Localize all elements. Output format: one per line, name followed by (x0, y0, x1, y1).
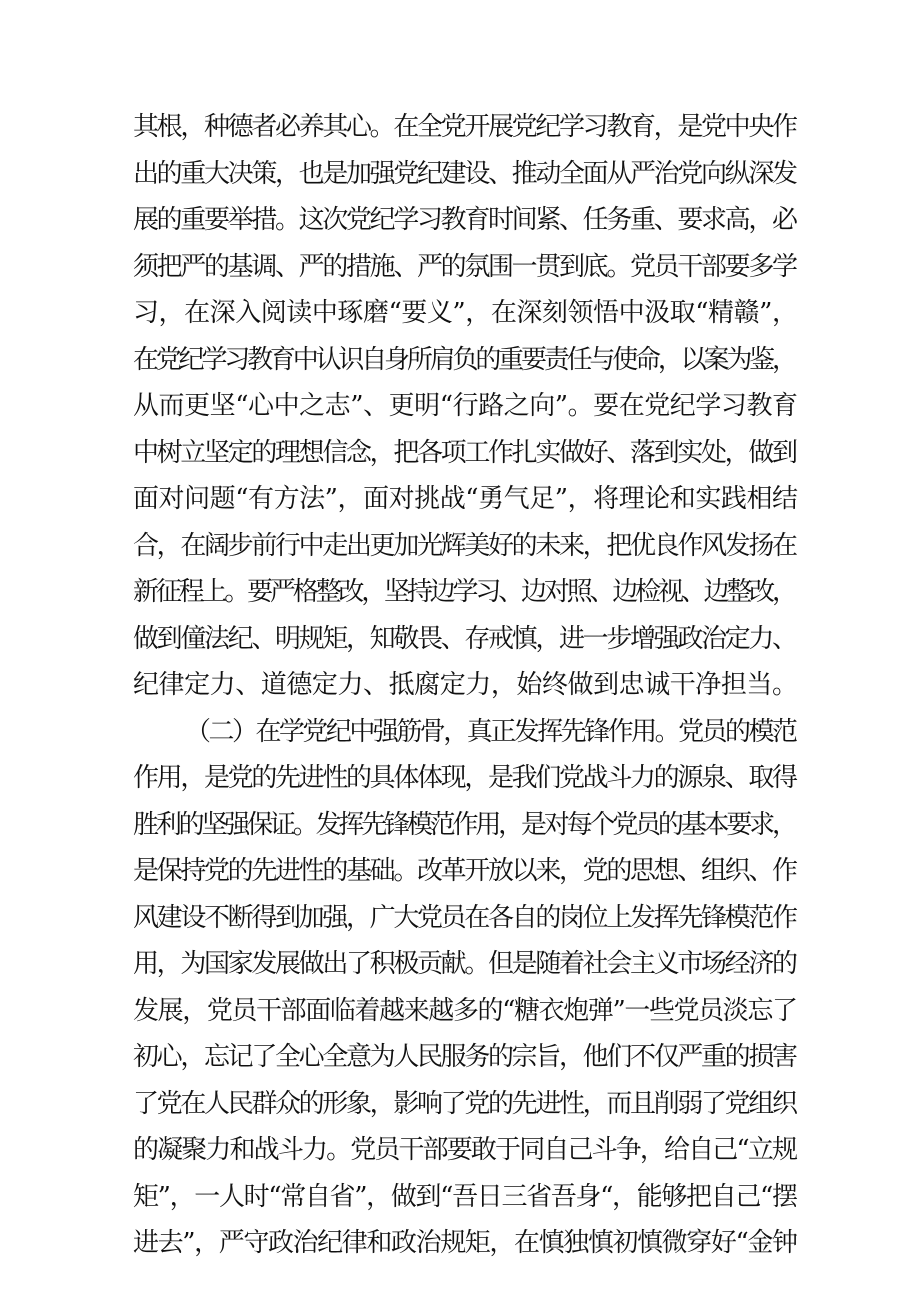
text-line: 发展，党员干部面临着越来越多的“糖衣炮弹”一些党员淡忘了 (133, 995, 797, 1026)
text-line: 做到僮法纪、明规矩，知敬畏、存戒慎，进一步增强政治定力、 (133, 623, 796, 654)
text-line: 矩”，一人时“常自省”，做到“吾日三省吾身“，能够把自己“摆 (133, 1181, 797, 1212)
text-line: 初心，忘记了全心全意为人民服务的宗旨，他们不仅严重的损害 (133, 1042, 796, 1072)
text-line: 是保持党的先进性的基础。改革开放以来，党的思想、组织、作 (133, 856, 796, 886)
text-line: 出的重大决策，也是加强党纪建设、推动全面从严治党向纵深发 (133, 158, 796, 189)
text-line: 在党纪学习教育中认识自身所肩负的重要责任与使命，以案为鉴， (133, 344, 795, 375)
text-line: 合，在阔步前行中走出更加光辉美好的未来，把优良作风发扬在 (133, 530, 796, 561)
text-line: 的凝聚力和战斗力。党员干部要敢于同自己斗争，给自己“立规 (133, 1135, 797, 1165)
text-line: 其根，种德者必养其心。在全党开展党纪学习教育，是党中央作 (133, 112, 796, 142)
document-body-text (133, 104, 798, 1267)
text-line: 须把严的基调、严的措施、严的氛围一贯到底。党员干部要多学 (133, 251, 796, 282)
text-line: 用，为国家发展做出了积极贡献。但是随着社会主义市场经济的 (133, 949, 796, 979)
text-line: 中树立坚定的理想信念，把各项工作扎实做好、落到实处，做到 (133, 437, 796, 468)
text-line: 作用，是党的先进性的具体体现，是我们党战斗力的源泉、取得 (133, 763, 796, 793)
text-line: 展的重要举措。这次党纪学习教育时间紧、任务重、要求高，必 (133, 205, 796, 235)
text-line: 了党在人民群众的形象，影响了党的先进性，而且削弱了党组织 (133, 1088, 796, 1119)
text-line: 面对问题“有方法”，面对挑战“勇气足”，将理论和实践相结 (133, 484, 798, 514)
text-line: 风建设不断得到加强，广大党员在各自的岗位上发挥先锋模范作 (133, 902, 796, 933)
text-line: 新征程上。要严格整改，坚持边学习、边对照、边检视、边整改， (133, 577, 795, 607)
text-line: 胜利的坚强保证。发挥先锋模范作用，是对每个党员的基本要求， (133, 809, 795, 840)
text-line: 从而更坚“心中之志”、更明“行路之向”。要在党纪学习教育 (133, 391, 798, 421)
section-heading-line: （二）在学党纪中强筋骨，真正发挥先锋作用。党员的模范 (185, 716, 796, 747)
text-line: 习，在深入阅读中琢磨“要义”，在深刻领悟中汲取“精赣”， (133, 298, 798, 328)
text-line: 纪律定力、道德定力、抵腐定力，始终做到忠诚干净担当。 (133, 670, 798, 700)
text-line: 进去”，严守政治纪律和政治规矩，在慎独慎初慎微穿好“金钟 (133, 1228, 797, 1258)
